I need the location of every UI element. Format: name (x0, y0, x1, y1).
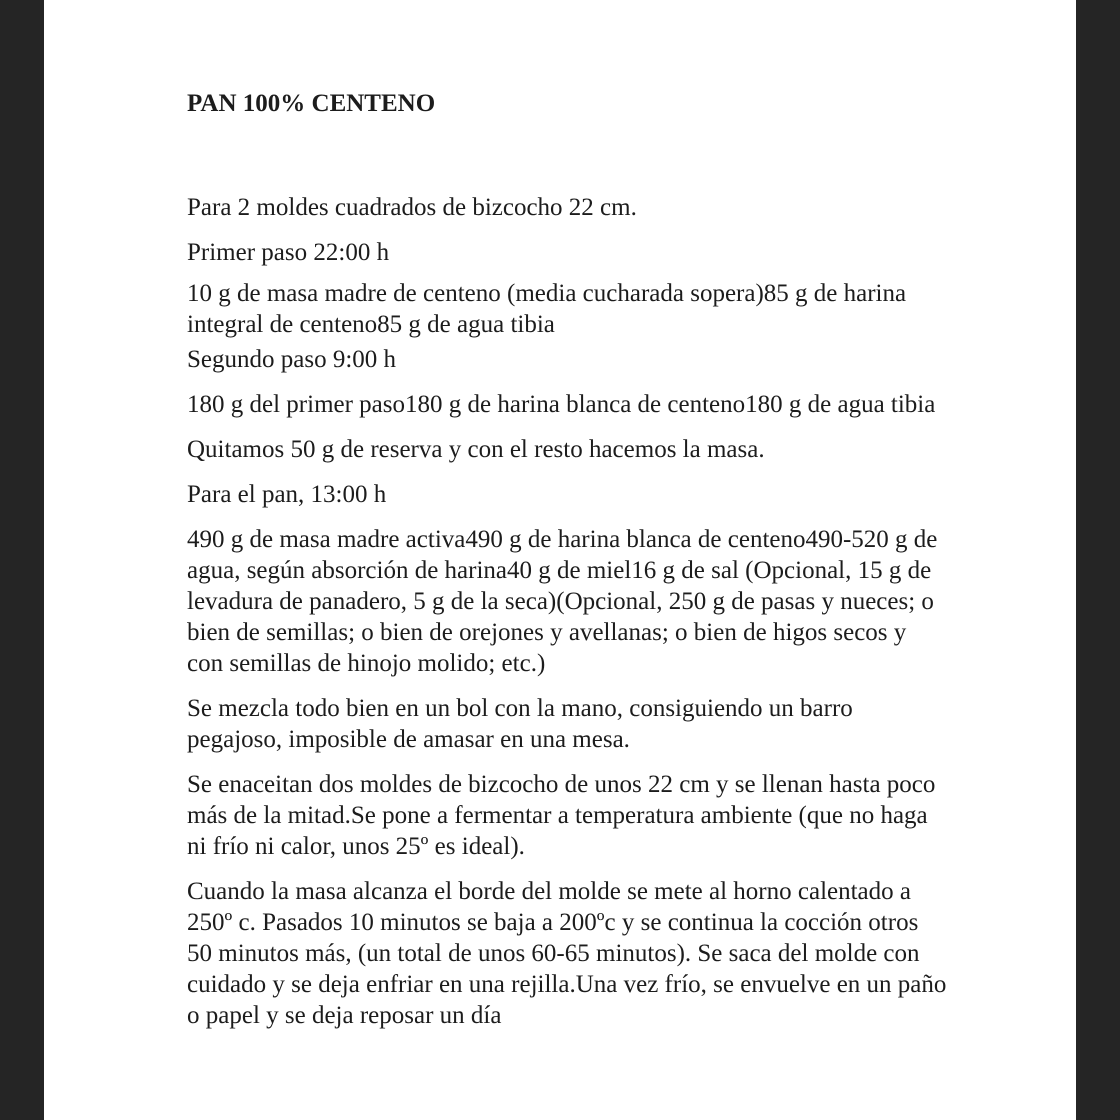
paragraph-reserve: Quitamos 50 g de reserva y con el resto hacemos la masa. (187, 436, 765, 463)
paragraph-baking: Cuando la masa alcanza el borde del molde se mete al horno calentado a 250º c. Pasados 10 minutos se baja a 200ºc y se continua la cocción otros 50 minutos más, (un total de unos 60-65 minutos). Se saca del molde con cuidado y se deja enfriar en una rejilla.Una vez frío, se envuelve en un paño o papel y se deja reposar un día (187, 878, 947, 1029)
document-title: PAN 100% CENTENO (187, 90, 436, 117)
page-content (187, 86, 947, 1045)
document-page[interactable] (44, 0, 1076, 1120)
paragraph-step-1-heading: Primer paso 22:00 h (187, 239, 390, 266)
paragraph-bread-heading: Para el pan, 13:00 h (187, 481, 387, 508)
paragraph-bread-ingredients: 490 g de masa madre activa490 g de harina blanca de centeno490-520 g de agua, según absorción de harina40 g de miel16 g de sal (Opcional, 15 g de levadura de panadero, 5 g de la seca)(Opcional, 250 g de pasas y nueces; o bien de semillas; o bien de orejones y avellanas; o bien de higos secos y con semillas de hinojo molido; etc.) (187, 526, 938, 677)
paragraph-servings: Para 2 moldes cuadrados de bizcocho 22 cm. (187, 194, 637, 221)
paragraph-step-2-heading: Segundo paso 9:00 h (187, 346, 397, 373)
paragraph-mixing: Se mezcla todo bien en un bol con la mano, consiguiendo un barro pegajoso, imposible de amasar en una mesa. (187, 695, 853, 753)
paragraph-molds: Se enaceitan dos moldes de bizcocho de unos 22 cm y se llenan hasta poco más de la mitad.Se pone a fermentar a temperatura ambiente (que no haga ni frío ni calor, unos 25º es ideal). (187, 771, 936, 860)
paragraph-step-1-ingredients: 10 g de masa madre de centeno (media cucharada sopera)85 g de harina integral de centeno85 g de agua tibia (187, 280, 907, 338)
paragraph-step-2-ingredients: 180 g del primer paso180 g de harina blanca de centeno180 g de agua tibia (187, 391, 936, 418)
